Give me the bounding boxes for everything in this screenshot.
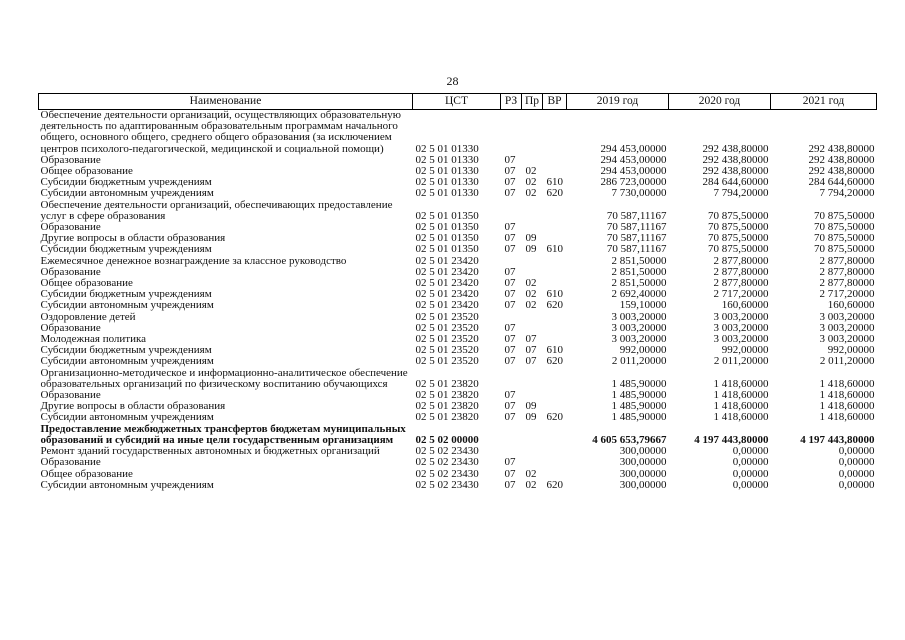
cell-2020: 284 644,60000 (702, 176, 769, 189)
cell-name: Молодежная политика (40, 333, 147, 346)
cell-2021: 2 877,80000 (819, 265, 875, 278)
cell-cst: 02 5 01 23820 (415, 389, 479, 402)
header-pr: Пр (522, 94, 543, 110)
cell-rz (501, 110, 522, 155)
cell-cst: 02 5 01 01330 (415, 142, 479, 155)
cell-vr (543, 457, 567, 468)
cell-name: Общее образование (40, 165, 133, 178)
cell-name: Обеспечение деятельности организаций, осуществляющих образовательную деятельность по адаптированным образовательным программам начального общего, основного общего, среднего общего образования (за исключением центров психолого-педагогической, медицинской и социальной помощи) (40, 109, 401, 155)
cell-cst: 02 5 02 23430 (415, 445, 479, 458)
cell-2021: 2 717,20000 (819, 288, 875, 301)
cell-name: Другие вопросы в области образования (40, 400, 226, 413)
cell-name: Субсидии автономным учреждениям (40, 299, 214, 312)
cell-2019: 70 587,11167 (606, 209, 667, 222)
cell-pr: 09 (525, 243, 537, 256)
cell-2021: 2 011,20000 (819, 355, 875, 368)
cell-rz (501, 368, 522, 390)
cell-2021: 1 418,60000 (819, 377, 875, 390)
cell-2019: 70 587,11167 (606, 243, 667, 256)
cell-pr (522, 200, 543, 222)
table-header (39, 94, 877, 110)
cell-rz: 07 (504, 153, 516, 166)
cell-2020: 292 438,80000 (702, 153, 769, 166)
table-row (39, 412, 877, 423)
cell-name: Субсидии автономным учреждениям (40, 478, 214, 491)
cell-2020: 70 875,50000 (708, 221, 769, 234)
cell-name: Образование (40, 153, 101, 166)
cell-cst: 02 5 01 23520 (415, 333, 479, 346)
cell-cst: 02 5 02 23430 (415, 467, 479, 480)
table-row (39, 300, 877, 311)
cell-cst: 02 5 01 01350 (415, 232, 479, 245)
cell-pr: 02 (525, 299, 537, 312)
cell-2021: 70 875,50000 (814, 209, 875, 222)
cell-cst: 02 5 01 23420 (415, 277, 479, 290)
cell-2021: 1 418,60000 (819, 389, 875, 402)
table-row (39, 356, 877, 367)
cell-2020: 2 877,80000 (713, 265, 769, 278)
table-row (39, 188, 877, 199)
cell-cst: 02 5 01 23420 (415, 265, 479, 278)
cell-2020: 1 418,60000 (713, 377, 769, 390)
cell-cst: 02 5 02 00000 (415, 433, 479, 446)
cell-rz: 07 (504, 277, 516, 290)
cell-cst: 02 5 01 23820 (415, 377, 479, 390)
cell-rz: 07 (504, 411, 516, 424)
cell-2021: 4 197 443,80000 (800, 433, 875, 446)
cell-vr: 620 (546, 299, 563, 312)
cell-rz: 07 (504, 299, 516, 312)
cell-pr (522, 424, 543, 446)
cell-pr: 02 (525, 288, 537, 301)
cell-rz: 07 (504, 456, 516, 469)
cell-pr: 09 (525, 400, 537, 413)
cell-pr: 07 (525, 344, 537, 357)
cell-cst: 02 5 01 23520 (415, 321, 479, 334)
cell-2019: 992,00000 (619, 344, 667, 357)
cell-cst: 02 5 01 01330 (415, 187, 479, 200)
header-2021: 2021 год (771, 94, 877, 110)
cell-2021: 0,00000 (838, 478, 875, 491)
cell-cst: 02 5 01 23420 (415, 254, 479, 267)
table-row (39, 200, 877, 222)
header-2019: 2019 год (567, 94, 669, 110)
budget-table (38, 93, 877, 491)
cell-2020: 3 003,20000 (713, 310, 769, 323)
cell-cst: 02 5 01 23520 (415, 355, 479, 368)
cell-vr: 620 (546, 478, 563, 491)
cell-2021: 160,60000 (827, 299, 875, 312)
table-row (39, 424, 877, 446)
cell-rz (501, 200, 522, 222)
cell-pr (522, 110, 543, 155)
cell-rz: 07 (504, 467, 516, 480)
cell-cst: 02 5 01 01330 (415, 153, 479, 166)
cell-name: Общее образование (40, 277, 133, 290)
cell-2019: 294 453,00000 (600, 153, 667, 166)
cell-vr (543, 323, 567, 334)
cell-vr: 610 (546, 176, 563, 189)
cell-2020: 7 794,20000 (713, 187, 769, 200)
cell-2019: 2 851,50000 (611, 265, 667, 278)
table-body (39, 110, 877, 491)
cell-2021: 70 875,50000 (814, 243, 875, 256)
cell-cst: 02 5 01 23520 (415, 310, 479, 323)
cell-pr: 09 (525, 411, 537, 424)
cell-name: Субсидии бюджетным учреждениям (40, 243, 212, 256)
header-vr: ВР (543, 94, 567, 110)
cell-rz: 07 (504, 389, 516, 402)
cell-rz: 07 (504, 265, 516, 278)
cell-vr (543, 424, 567, 446)
cell-cst: 02 5 02 23430 (415, 456, 479, 469)
cell-cst: 02 5 01 01350 (415, 209, 479, 222)
cell-2021: 1 418,60000 (819, 400, 875, 413)
table-row (39, 457, 877, 468)
cell-rz: 07 (504, 321, 516, 334)
cell-vr (543, 200, 567, 222)
cell-name: Субсидии бюджетным учреждениям (40, 176, 212, 189)
cell-2020: 992,00000 (721, 344, 769, 357)
cell-rz: 07 (504, 400, 516, 413)
cell-2019: 1 485,90000 (611, 377, 667, 390)
cell-2020: 1 418,60000 (713, 411, 769, 424)
cell-2019: 3 003,20000 (611, 333, 667, 346)
cell-pr (522, 256, 543, 267)
cell-vr (543, 155, 567, 166)
cell-2021: 2 877,80000 (819, 277, 875, 290)
cell-2019: 300,00000 (619, 467, 667, 480)
cell-2019: 2 692,40000 (611, 288, 667, 301)
cell-2019: 3 003,20000 (611, 321, 667, 334)
cell-name: Общее образование (40, 467, 133, 480)
cell-pr (522, 368, 543, 390)
cell-pr: 09 (525, 232, 537, 245)
cell-vr (543, 110, 567, 155)
cell-2019: 300,00000 (619, 445, 667, 458)
cell-2020: 292 438,80000 (702, 165, 769, 178)
header-2020: 2020 год (669, 94, 771, 110)
cell-2020: 292 438,80000 (702, 142, 769, 155)
cell-2021: 284 644,60000 (808, 176, 875, 189)
cell-name: Субсидии бюджетным учреждениям (40, 288, 212, 301)
cell-2019: 300,00000 (619, 456, 667, 469)
cell-rz: 07 (504, 232, 516, 245)
cell-rz: 07 (504, 176, 516, 189)
cell-name: Ежемесячное денежное вознаграждение за классное руководство (40, 254, 347, 267)
cell-rz: 07 (504, 333, 516, 346)
cell-name: Субсидии автономным учреждениям (40, 411, 214, 424)
cell-vr (543, 256, 567, 267)
cell-2021: 292 438,80000 (808, 165, 875, 178)
cell-name: Обеспечение деятельности организаций, обеспечивающих предоставление услуг в сфере образования (40, 198, 393, 222)
cell-cst: 02 5 01 01330 (415, 165, 479, 178)
cell-2019: 70 587,11167 (606, 232, 667, 245)
cell-vr: 610 (546, 288, 563, 301)
cell-pr (522, 312, 543, 323)
cell-2020: 0,00000 (732, 478, 769, 491)
cell-rz (501, 424, 522, 446)
cell-2019: 1 485,90000 (611, 411, 667, 424)
cell-pr: 02 (525, 176, 537, 189)
cell-vr: 620 (546, 411, 563, 424)
cell-pr: 02 (525, 467, 537, 480)
cell-cst: 02 5 01 01330 (415, 176, 479, 189)
cell-2020: 2 717,20000 (713, 288, 769, 301)
cell-name: Образование (40, 321, 101, 334)
cell-2019: 4 605 653,79667 (592, 433, 667, 446)
cell-2019: 1 485,90000 (611, 400, 667, 413)
cell-name: Субсидии автономным учреждениям (40, 187, 214, 200)
cell-2020: 0,00000 (732, 445, 769, 458)
table-row (39, 480, 877, 491)
header-rz: РЗ (501, 94, 522, 110)
cell-vr (543, 312, 567, 323)
cell-2020: 160,60000 (721, 299, 769, 312)
cell-cst: 02 5 01 23420 (415, 288, 479, 301)
cell-pr (522, 446, 543, 457)
cell-pr: 02 (525, 187, 537, 200)
cell-2019: 3 003,20000 (611, 310, 667, 323)
cell-2020: 3 003,20000 (713, 333, 769, 346)
cell-2020: 2 877,80000 (713, 254, 769, 267)
cell-2019: 1 485,90000 (611, 389, 667, 402)
cell-2020: 0,00000 (732, 456, 769, 469)
cell-cst: 02 5 01 23820 (415, 400, 479, 413)
cell-2021: 3 003,20000 (819, 321, 875, 334)
cell-2019: 7 730,00000 (611, 187, 667, 200)
cell-name: Оздоровление детей (40, 310, 136, 323)
cell-vr (543, 446, 567, 457)
cell-2020: 0,00000 (732, 467, 769, 480)
cell-pr: 07 (525, 355, 537, 368)
cell-2019: 2 851,50000 (611, 254, 667, 267)
cell-rz: 07 (504, 288, 516, 301)
cell-cst: 02 5 01 01350 (415, 243, 479, 256)
cell-pr: 02 (525, 165, 537, 178)
cell-vr: 620 (546, 355, 563, 368)
cell-2021: 3 003,20000 (819, 310, 875, 323)
cell-name: Образование (40, 265, 101, 278)
cell-rz: 07 (504, 187, 516, 200)
cell-cst: 02 5 02 23430 (415, 478, 479, 491)
cell-2020: 70 875,50000 (708, 243, 769, 256)
table-row (39, 110, 877, 155)
cell-vr (543, 390, 567, 401)
cell-2021: 992,00000 (827, 344, 875, 357)
header-cst: ЦСТ (413, 94, 501, 110)
cell-name: Субсидии автономным учреждениям (40, 355, 214, 368)
cell-2020: 1 418,60000 (713, 400, 769, 413)
cell-2020: 1 418,60000 (713, 389, 769, 402)
cell-2020: 2 877,80000 (713, 277, 769, 290)
cell-name: Другие вопросы в области образования (40, 232, 226, 245)
cell-2019: 294 453,00000 (600, 165, 667, 178)
cell-2021: 0,00000 (838, 445, 875, 458)
cell-name: Образование (40, 456, 101, 469)
cell-2021: 292 438,80000 (808, 153, 875, 166)
cell-pr (522, 457, 543, 468)
cell-2021: 70 875,50000 (814, 232, 875, 245)
table-row (39, 244, 877, 255)
cell-cst: 02 5 01 23820 (415, 411, 479, 424)
cell-rz: 07 (504, 221, 516, 234)
cell-vr (543, 368, 567, 390)
cell-2020: 70 875,50000 (708, 232, 769, 245)
table-row (39, 368, 877, 390)
cell-2019: 2 851,50000 (611, 277, 667, 290)
cell-2019: 294 453,00000 (600, 142, 667, 155)
cell-2020: 4 197 443,80000 (694, 433, 769, 446)
cell-pr: 07 (525, 333, 537, 346)
cell-2021: 1 418,60000 (819, 411, 875, 424)
cell-2021: 3 003,20000 (819, 333, 875, 346)
cell-vr (543, 267, 567, 278)
cell-2021: 292 438,80000 (808, 142, 875, 155)
cell-name: Образование (40, 389, 101, 402)
cell-2021: 0,00000 (838, 456, 875, 469)
cell-vr (543, 222, 567, 233)
cell-2021: 7 794,20000 (819, 187, 875, 200)
cell-pr: 02 (525, 478, 537, 491)
cell-name: Субсидии бюджетным учреждениям (40, 344, 212, 357)
cell-2019: 70 587,11167 (606, 221, 667, 234)
cell-2021: 70 875,50000 (814, 221, 875, 234)
cell-vr: 610 (546, 243, 563, 256)
cell-pr: 02 (525, 277, 537, 290)
cell-2021: 2 877,80000 (819, 254, 875, 267)
cell-2019: 300,00000 (619, 478, 667, 491)
cell-2020: 2 011,20000 (713, 355, 769, 368)
cell-2020: 70 875,50000 (708, 209, 769, 222)
cell-cst: 02 5 01 23420 (415, 299, 479, 312)
cell-rz: 07 (504, 355, 516, 368)
cell-cst: 02 5 01 23520 (415, 344, 479, 357)
cell-name: Образование (40, 221, 101, 234)
cell-2019: 2 011,20000 (611, 355, 667, 368)
header-name: Наименование (39, 94, 413, 110)
cell-name: Организационно-методическое и информационно-аналитическое обеспечение образовательных организаций по физическому воспитанию обучающихся (40, 366, 408, 390)
cell-2019: 159,10000 (619, 299, 667, 312)
cell-cst: 02 5 01 01350 (415, 221, 479, 234)
cell-vr: 620 (546, 187, 563, 200)
cell-2021: 0,00000 (838, 467, 875, 480)
cell-rz: 07 (504, 478, 516, 491)
cell-rz: 07 (504, 243, 516, 256)
cell-2020: 3 003,20000 (713, 321, 769, 334)
page-number: 28 (446, 74, 459, 88)
cell-rz: 07 (504, 344, 516, 357)
cell-name: Ремонт зданий государственных автономных и бюджетных организаций (40, 445, 380, 458)
cell-2019: 286 723,00000 (600, 176, 667, 189)
cell-rz: 07 (504, 165, 516, 178)
cell-vr: 610 (546, 344, 563, 357)
cell-name: Предоставление межбюджетных трансфертов бюджетам муниципальных образований и субсидий на иные цели государственным организациям (40, 422, 406, 446)
